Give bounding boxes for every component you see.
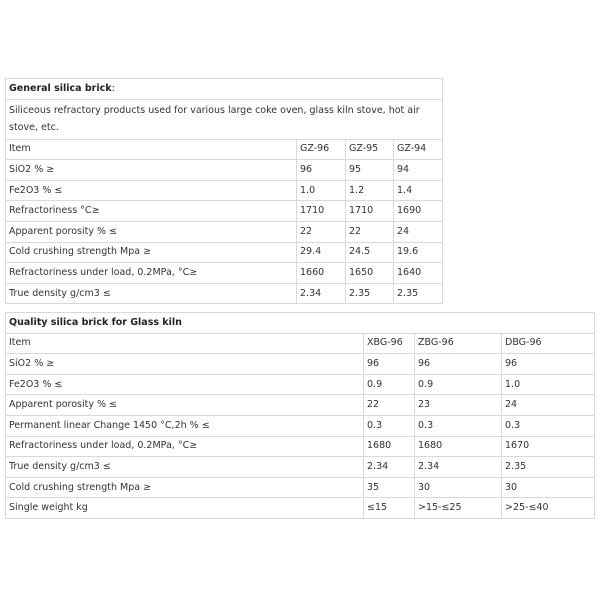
row-label: True density g/cm3 ≤ <box>6 457 364 478</box>
table-cell: 96 <box>297 160 346 181</box>
table-cell: 96 <box>502 354 595 375</box>
table-header-row <box>6 139 443 160</box>
column-header: GZ-95 <box>346 139 394 160</box>
table-cell: 1.0 <box>297 180 346 201</box>
table-row <box>6 180 443 201</box>
table-title: Quality silica brick for Glass kiln <box>6 313 595 334</box>
row-label: Cold crushing strength Mpa ≥ <box>6 242 297 263</box>
table-cell: 0.3 <box>415 415 502 436</box>
table-cell: 1.0 <box>502 374 595 395</box>
table-cell: >25-≤40 <box>502 498 595 519</box>
table-row <box>6 242 443 263</box>
table-cell: 1.2 <box>346 180 394 201</box>
table-cell: 22 <box>346 221 394 242</box>
column-header: Item <box>6 139 297 160</box>
table-cell: 96 <box>364 354 415 375</box>
table-header-row <box>6 333 595 354</box>
row-label: Refractoriness under load, 0.2MPa, °C≥ <box>6 436 364 457</box>
table-title: General silica brick: <box>6 79 443 100</box>
table-cell: 24 <box>394 221 443 242</box>
row-label: Apparent porosity % ≤ <box>6 395 364 416</box>
table-cell: 1670 <box>502 436 595 457</box>
column-header: DBG-96 <box>502 333 595 354</box>
table-description: Siliceous refractory products used for various large coke oven, glass kiln stove, hot air stove, etc. <box>6 99 443 139</box>
table-cell: >15-≤25 <box>415 498 502 519</box>
table-cell: 96 <box>415 354 502 375</box>
table-cell: 35 <box>364 477 415 498</box>
table-cell: 0.9 <box>415 374 502 395</box>
table-cell: 1.4 <box>394 180 443 201</box>
row-label: Fe2O3 % ≤ <box>6 374 364 395</box>
general-silica-brick-table <box>5 78 443 304</box>
row-label: Refractoriness under load, 0.2MPa, °C≥ <box>6 263 297 284</box>
table-cell: 95 <box>346 160 394 181</box>
table-cell: 2.35 <box>346 283 394 304</box>
glass-kiln-silica-brick-table <box>5 312 595 519</box>
table-cell: ≤15 <box>364 498 415 519</box>
table-cell: 24.5 <box>346 242 394 263</box>
table-row <box>6 221 443 242</box>
table-cell: 1690 <box>394 201 443 222</box>
table-row <box>6 283 443 304</box>
column-header: XBG-96 <box>364 333 415 354</box>
table-cell: 22 <box>364 395 415 416</box>
table-description-row <box>6 99 443 139</box>
table-cell: 0.3 <box>364 415 415 436</box>
column-header: GZ-94 <box>394 139 443 160</box>
table-row <box>6 354 595 375</box>
row-label: Single weight kg <box>6 498 364 519</box>
table-cell: 23 <box>415 395 502 416</box>
table-row <box>6 160 443 181</box>
table-cell: 1710 <box>346 201 394 222</box>
table-cell: 2.35 <box>502 457 595 478</box>
table-cell: 24 <box>502 395 595 416</box>
table-title-row <box>6 313 595 334</box>
table-row <box>6 263 443 284</box>
table-cell: 0.3 <box>502 415 595 436</box>
table-cell: 2.34 <box>364 457 415 478</box>
row-label: Permanent linear Change 1450 °C,2h % ≤ <box>6 415 364 436</box>
table-cell: 22 <box>297 221 346 242</box>
table-cell: 94 <box>394 160 443 181</box>
table-row <box>6 374 595 395</box>
table-cell: 30 <box>502 477 595 498</box>
table-row <box>6 477 595 498</box>
table-row <box>6 436 595 457</box>
row-label: SiO2 % ≥ <box>6 160 297 181</box>
row-label: True density g/cm3 ≤ <box>6 283 297 304</box>
table-cell: 1660 <box>297 263 346 284</box>
row-label: Fe2O3 % ≤ <box>6 180 297 201</box>
table-cell: 2.35 <box>394 283 443 304</box>
table-row <box>6 201 443 222</box>
row-label: Cold crushing strength Mpa ≥ <box>6 477 364 498</box>
row-label: Apparent porosity % ≤ <box>6 221 297 242</box>
table-cell: 1640 <box>394 263 443 284</box>
table-cell: 2.34 <box>297 283 346 304</box>
table-cell: 29.4 <box>297 242 346 263</box>
column-header: ZBG-96 <box>415 333 502 354</box>
table-row <box>6 415 595 436</box>
table-cell: 1650 <box>346 263 394 284</box>
table-cell: 1710 <box>297 201 346 222</box>
table-cell: 30 <box>415 477 502 498</box>
table-title-row <box>6 79 443 100</box>
table-cell: 1680 <box>415 436 502 457</box>
table-cell: 19.6 <box>394 242 443 263</box>
row-label: Refractoriness °C≥ <box>6 201 297 222</box>
table-row <box>6 457 595 478</box>
table-cell: 0.9 <box>364 374 415 395</box>
row-label: SiO2 % ≥ <box>6 354 364 375</box>
column-header: Item <box>6 333 364 354</box>
column-header: GZ-96 <box>297 139 346 160</box>
table-cell: 2.34 <box>415 457 502 478</box>
table-cell: 1680 <box>364 436 415 457</box>
table-row <box>6 498 595 519</box>
table-row <box>6 395 595 416</box>
